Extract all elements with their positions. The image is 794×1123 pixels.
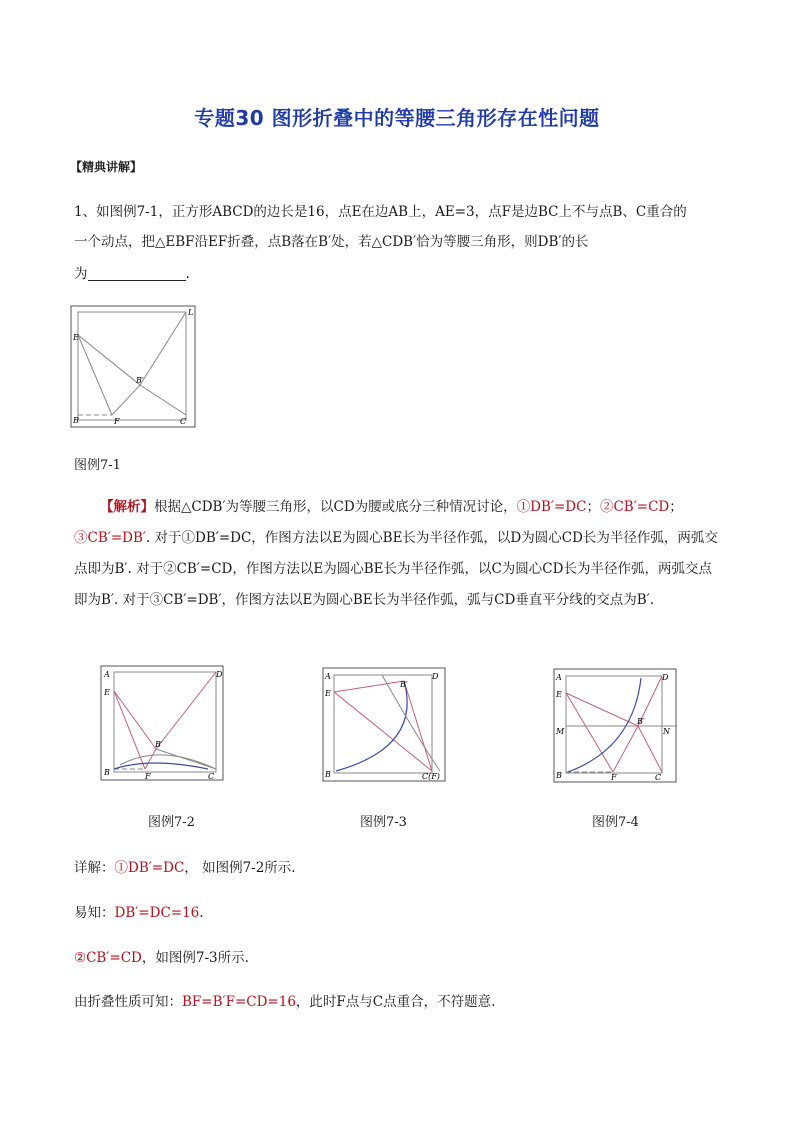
answer-blank[interactable] [88, 264, 186, 281]
problem-line-3 [74, 258, 724, 290]
detail-line-1-prefix: 详解： [74, 860, 115, 876]
problem-line-3-suffix: . [185, 266, 190, 282]
detail-line-2-suffix: . [199, 905, 204, 921]
label-bp: B′ [400, 680, 408, 689]
label-f: F [114, 417, 120, 426]
label-l: L [188, 308, 194, 317]
analysis-text-2: . 对于①DB′=DC，作图方法以E为圆心BE长为半径作弧，以D为圆心CD长为半径作弧，两弧交点即为B′. 对于②CB′=CD，作图方法以E为圆心BE长为半径作弧，以C为圆心CD长为半径作弧，两弧交点即为B′. 对于③CB′=DB′，作图方法以E为圆心BE长为半径作弧，弧与CD垂直平分线的交点为B′. [74, 530, 718, 608]
label-b: B [556, 771, 562, 780]
label-b: B [325, 770, 331, 779]
detail-line-1-suffix: ， 如图例7-2所示. [184, 860, 296, 876]
detail-line-1 [74, 856, 296, 876]
analysis-case-1: ①DB′=DC [516, 499, 587, 515]
label-m: M [556, 727, 565, 736]
figure-7-4 [553, 668, 677, 784]
label-c: C [655, 773, 662, 782]
label-bp: B′ [637, 717, 645, 726]
problem-line-1: 1、如图例7-1，正方形ABCD的边长是16，点E在边AB上，AE=3，点F是边BC上不与点B、C重合的 [74, 204, 687, 220]
analysis-text-1: 根据△CDB′为等腰三角形，以CD为腰或底分三种情况讨论， [154, 499, 517, 515]
label-a: A [325, 672, 331, 681]
detail-line-3-suffix: ，如图例7-3所示. [141, 950, 249, 966]
label-d: D [662, 673, 669, 682]
label-a: A [104, 670, 110, 679]
detail-line-3 [74, 946, 249, 966]
label-d: D [216, 670, 223, 679]
caption-7-4: 图例7-4 [592, 815, 639, 830]
label-a: A [556, 673, 562, 682]
label-c: C [208, 772, 215, 781]
label-cf: C(F) [422, 772, 440, 781]
analysis-block [74, 492, 724, 616]
label-f: F [611, 773, 617, 782]
figure-7-2 [100, 665, 224, 782]
label-n: N [663, 727, 670, 736]
analysis-case-2: ②CB′=CD [599, 499, 670, 515]
label-c: C [180, 417, 187, 426]
label-bp: B′ [155, 740, 163, 749]
label-b: B [104, 768, 110, 777]
detail-line-4 [74, 990, 495, 1010]
label-d: D [432, 672, 439, 681]
analysis-sep-1: ； [586, 499, 600, 515]
analysis-case-3: ③CB′=DB′ [74, 530, 146, 546]
detail-line-2-prefix: 易知： [74, 905, 115, 921]
caption-7-3: 图例7-3 [360, 815, 407, 830]
detail-line-4-red: BF=B′F=CD=16 [182, 994, 296, 1010]
detail-line-2 [74, 901, 204, 921]
detail-line-4-prefix: 由折叠性质可知： [74, 994, 182, 1010]
detail-line-2-red: DB′=DC=16 [114, 905, 200, 921]
caption-7-2: 图例7-2 [148, 815, 195, 830]
label-e: E [556, 690, 562, 699]
detail-line-1-case: ①DB′=DC [114, 860, 185, 876]
label-e: E [104, 688, 110, 697]
figure-7-3 [322, 667, 446, 783]
problem-line-3-prefix: 为 [74, 266, 88, 282]
label-b: B [73, 416, 79, 425]
label-e: E [325, 689, 331, 698]
analysis-tag: 【解析】 [100, 499, 154, 515]
detail-line-3-case: ②CB′=CD [74, 950, 142, 966]
analysis-sep-2: ； [669, 499, 683, 515]
detail-line-4-suffix: ，此时F点与C点重合，不符题意. [295, 994, 496, 1010]
label-bp: B′ [136, 376, 144, 385]
page-title: 专题30 图形折叠中的等腰三角形存在性问题 [194, 106, 600, 130]
section-label: 【精典讲解】 [70, 160, 143, 174]
figure-7-1 [70, 305, 196, 429]
problem-line-2: 一个动点，把△EBF沿EF折叠，点B落在B′处，若△CDB′恰为等腰三角形，则DB′的长 [74, 234, 589, 250]
label-e: E [73, 333, 79, 342]
label-f: F [145, 772, 151, 781]
caption-7-1: 图例7-1 [74, 458, 121, 473]
